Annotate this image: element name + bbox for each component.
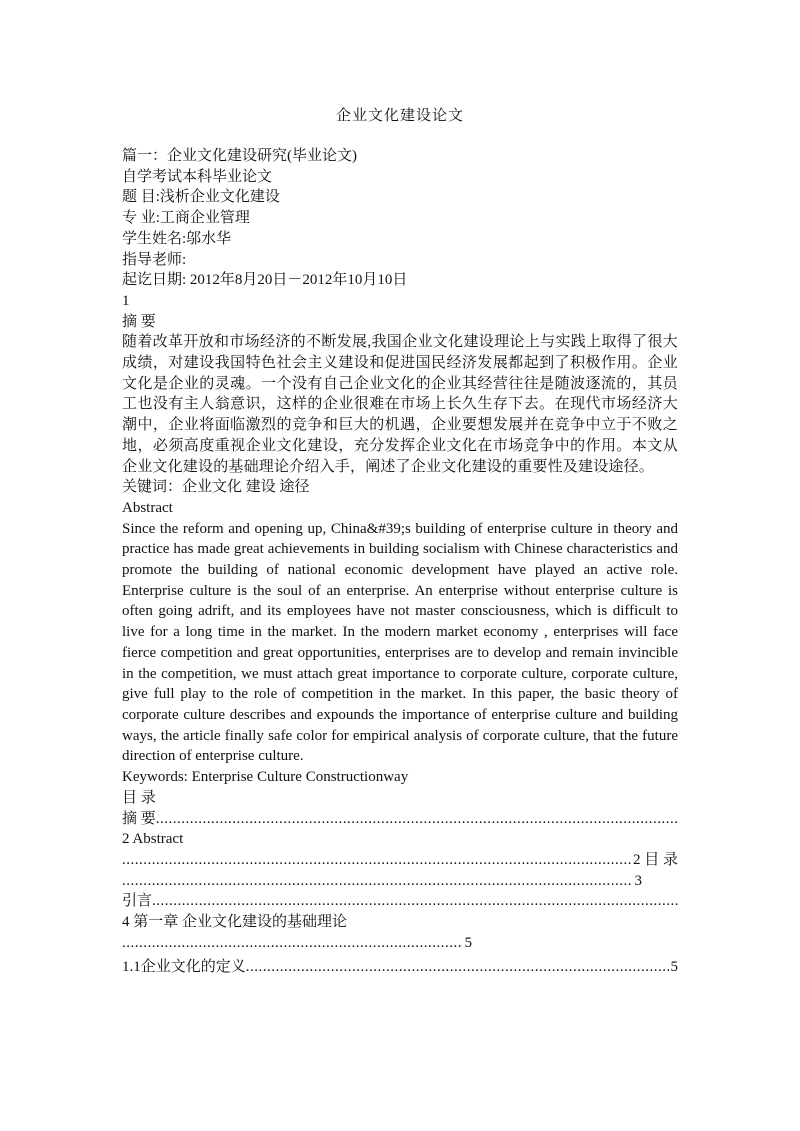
toc-entry — [122, 933, 472, 954]
toc-heading: 目 录 — [122, 789, 156, 806]
toc-leader — [122, 933, 463, 954]
document-title: 企业文化建设论文 — [335, 108, 464, 124]
toc-label: 引言 — [122, 893, 153, 910]
document-body — [122, 146, 678, 978]
article-heading: 篇一：企业文化建设研究(毕业论文) — [122, 148, 357, 164]
toc-page: 2 目 录 — [632, 851, 678, 868]
toc-leader — [156, 809, 678, 830]
abstract-en-text: Since the reform and opening up, China&#39;s building of enterprise culture in theory and practice has made great achievements in building socialism with Chinese characteristics and promote the building of national economic development have played an active role. Enterprise culture is the soul of an enterprise. An enterprise without enterprise culture is often going adrift, and its employees have not master consciousness, which is difficult to live for a long time in the market. In the modern market economy , enterprises will face fierce competition and great opportunities, enterprises are to develop and remain invincible in the competition, we must attach great importance to corporate culture, corporate culture, give full play to the role of competition in the market. In this paper, the basic theory of corporate culture describes and expounds the importance of enterprise culture and building ways, the article finally safe color for empirical analysis of corporate culture, that the future direction of enterprise culture. — [122, 520, 678, 765]
toc-page: 3 — [634, 872, 642, 889]
toc-leader — [246, 957, 669, 978]
toc-page: 5 — [670, 959, 678, 976]
toc-entry — [122, 957, 678, 978]
toc-label: 1.1企业文化的定义 — [122, 959, 246, 976]
abstract-cn-text: 随着改革开放和市场经济的不断发展,我国企业文化建设理论上与实践上取得了很大成绩，对建设我国特色社会主义建设和促进国民经济发展都起到了积极作用。企业文化是企业的灵魂。一个没有自己企业文化的企业其经营往往是随波逐流的，其员工也没有主人翁意识，这样的企业很难在市场上长久生存下去。在现代市场经济大潮中，企业将面临激烈的竞争和巨大的机遇，企业要想发展并在竞争中立于不败之地，必须高度重视企业文化建设，充分发挥企业文化在市场竞争中的作用。本文从企业文化建设的基础理论介绍入手，阐述了企业文化建设的重要性及建设途径。 — [122, 334, 678, 475]
toc-leader — [152, 891, 678, 912]
thesis-type: 自学考试本科毕业论文 — [122, 168, 273, 185]
thesis-major: 专 业:工商企业管理 — [122, 210, 250, 227]
page-number: 1 — [122, 292, 130, 309]
advisor: 指导老师: — [122, 251, 187, 268]
toc-label: 摘 要 — [122, 810, 156, 827]
abstract-cn-heading: 摘 要 — [122, 313, 156, 330]
toc-page: 5 — [464, 934, 472, 951]
toc-leader — [122, 871, 633, 892]
toc-leader — [122, 850, 631, 871]
keywords-en: Keywords: Enterprise Culture Constructionway — [122, 769, 409, 786]
toc-entry — [122, 809, 678, 830]
student-name: 学生姓名:邬水华 — [122, 230, 232, 247]
abstract-en-heading: Abstract — [122, 499, 173, 516]
thesis-topic: 题 目:浅析企业文化建设 — [122, 189, 280, 206]
toc-entry — [122, 850, 678, 871]
toc-entry: 4 第一章 企业文化建设的基础理论 — [122, 914, 348, 931]
keywords-cn: 关键词：企业文化 建设 途径 — [122, 479, 310, 496]
toc-entry: 2 Abstract — [122, 831, 184, 848]
toc-entry — [122, 891, 678, 912]
toc-entry — [122, 871, 642, 892]
date-range: 起讫日期: 2012年8月20日－2012年10月10日 — [122, 272, 408, 289]
